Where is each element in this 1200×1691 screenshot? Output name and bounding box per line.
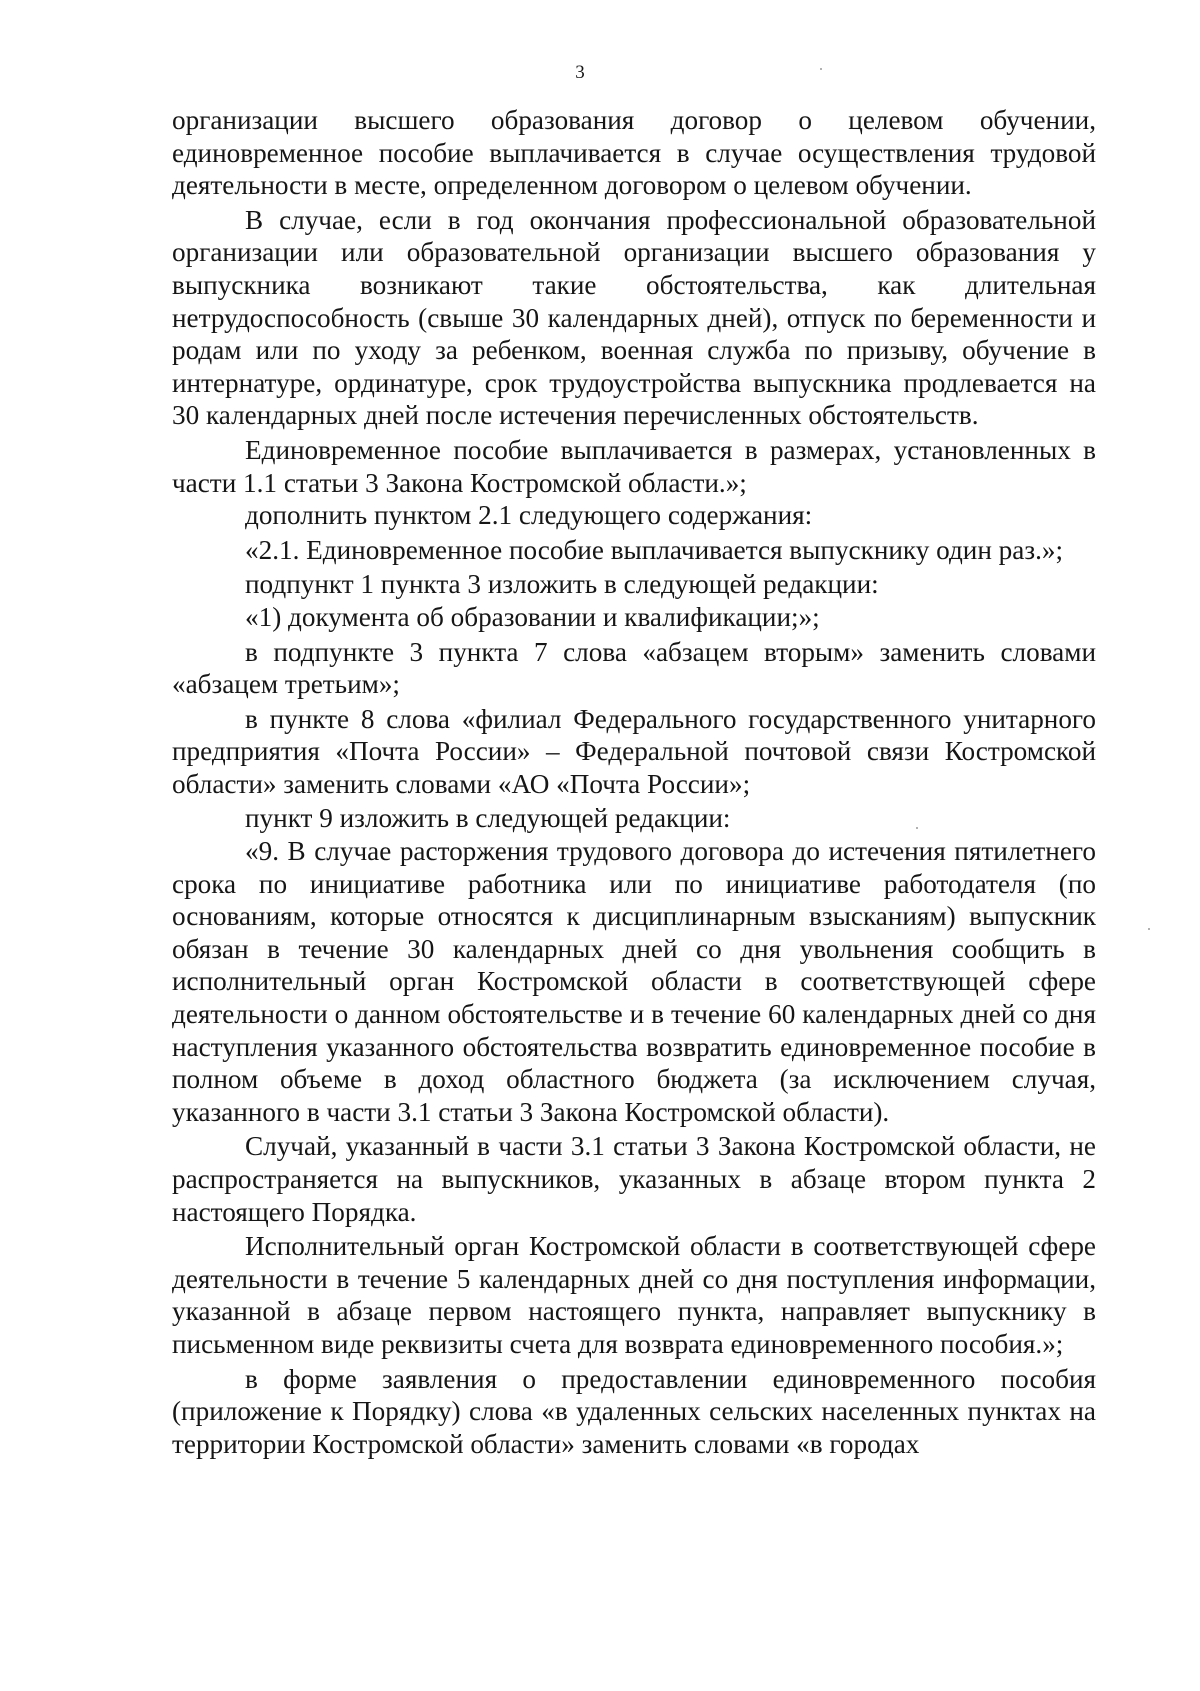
scan-speck: [916, 827, 918, 829]
paragraph: В случае, если в год окончания профессиональной образовательной организации или образовательной организации высшего образования у выпускника возникают такие обстоятельства, как длительная нетрудоспособность (свыше 30 календарных дней), отпуск по беременности и родам или по уходу за ребенком, военная служба по призыву, обучение в интернатуре, ординатуре, срок трудоустройства выпускника продлевается на 30 календарных дней после истечения перечисленных обстоятельств.: [172, 204, 1096, 431]
page-number: 3: [575, 62, 585, 83]
paragraph: «2.1. Единовременное пособие выплачивается выпускнику один раз.»;: [245, 534, 1064, 565]
paragraph: Единовременное пособие выплачивается в размерах, установленных в части 1.1 статьи 3 Закона Костромской области.»;: [172, 434, 1096, 498]
paragraph: Случай, указанный в части 3.1 статьи 3 Закона Костромской области, не распространяется на выпускников, указанных в абзаце втором пункта 2 настоящего Порядка.: [172, 1131, 1096, 1227]
paragraph-continuation: организации высшего образования договор о целевом обучении, единовременное пособие выплачивается в случае осуществления трудовой деятельности в месте, определенном договором о целевом обучении.: [172, 105, 1096, 201]
scan-speck: [820, 68, 822, 70]
paragraph: в пункте 8 слова «филиал Федерального государственного унитарного предприятия «Почта России» – Федеральной почтовой связи Костромской области» заменить словами «АО «Почта России»;: [172, 703, 1096, 799]
paragraph: в подпункте 3 пункта 7 слова «абзацем вторым» заменить словами «абзацем третьим»;: [172, 636, 1096, 700]
paragraph: подпункт 1 пункта 3 изложить в следующей редакции:: [245, 569, 879, 600]
paragraph: «1) документа об образовании и квалификации;»;: [245, 601, 820, 632]
paragraph: в форме заявления о предоставлении единовременного пособия (приложение к Порядку) слова «в удаленных сельских населенных пунктах на территории Костромской области» заменить словами «в городах: [172, 1363, 1096, 1459]
paragraph: дополнить пунктом 2.1 следующего содержания:: [245, 500, 813, 531]
paragraph: «9. В случае расторжения трудового договора до истечения пятилетнего срока по инициативе работника или по инициативе работодателя (по основаниям, которые относятся к дисциплинарным взысканиям) выпускник обязан в течение 30 календарных дней со дня увольнения сообщить в исполнительный орган Костромской области в соответствующей сфере деятельности о данном обстоятельстве и в течение 60 календарных дней со дня наступления указанного обстоятельства возвратить единовременное пособие в полном объеме в доход областного бюджета (за исключением случая, указанного в части 3.1 статьи 3 Закона Костромской области).: [172, 836, 1096, 1127]
paragraph: пункт 9 изложить в следующей редакции:: [245, 803, 731, 834]
scan-speck: [1148, 928, 1150, 930]
paragraph: Исполнительный орган Костромской области в соответствующей сфере деятельности в течение 5 календарных дней со дня поступления информации, указанной в абзаце первом настоящего пункта, направляет выпускнику в письменном виде реквизиты счета для возврата единовременного пособия.»;: [172, 1231, 1096, 1359]
document-body: [172, 104, 1096, 1460]
